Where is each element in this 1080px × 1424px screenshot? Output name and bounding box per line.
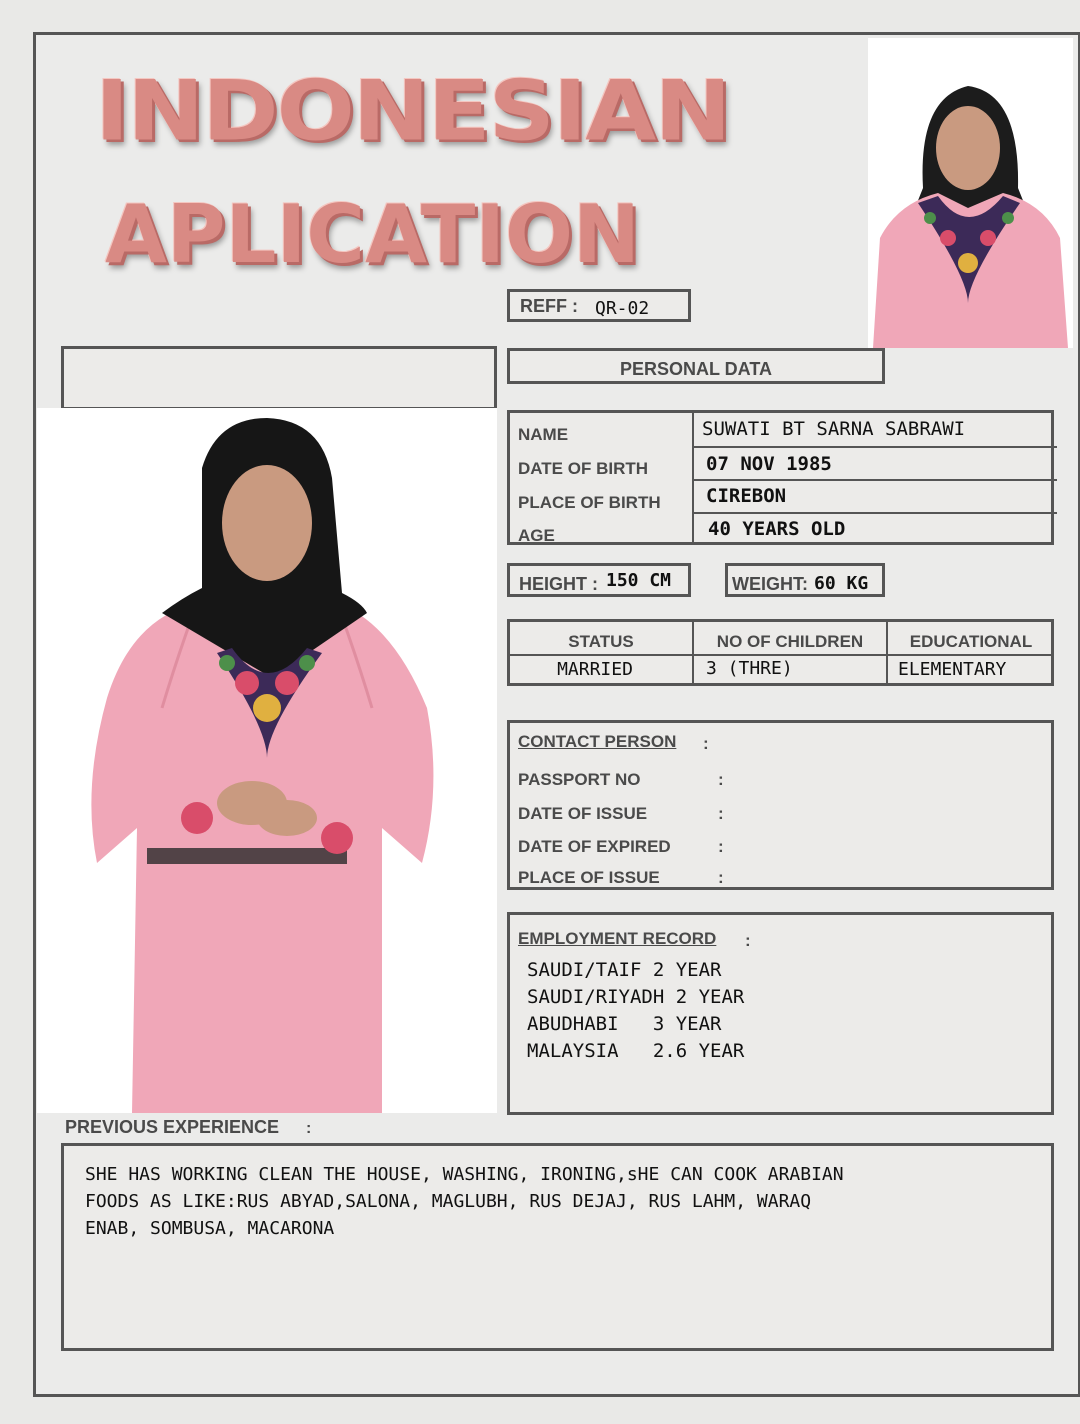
value-date-of-birth: 07 NOV 1985 — [706, 453, 832, 475]
ref-value: QR-02 — [595, 298, 650, 319]
portrait-full-illustration — [37, 408, 497, 1113]
previous-experience-colon: : — [306, 1120, 312, 1137]
ref-box — [507, 289, 691, 322]
employment-line: SAUDI/TAIF 2 YEAR — [527, 959, 722, 981]
label-age: AGE — [518, 526, 555, 545]
label-name: NAME — [518, 425, 569, 444]
previous-experience-title: PREVIOUS EXPERIENCE — [65, 1117, 280, 1137]
label-passport-no: PASSPORT NO — [518, 770, 641, 789]
contact-person-colon: : — [703, 734, 709, 753]
value-educational: ELEMENTARY — [898, 659, 1007, 680]
portrait-photo-full — [37, 408, 497, 1113]
value-age: 40 YEARS OLD — [708, 518, 846, 540]
value-no-of-children: 3 (THRE) — [706, 658, 793, 679]
ref-label: REFF : — [520, 296, 578, 316]
colon-date-of-expired: : — [718, 837, 724, 856]
colon-place-of-issue: : — [718, 868, 724, 887]
colon-date-of-issue: : — [718, 804, 724, 823]
label-date-of-expired: DATE OF EXPIRED — [518, 837, 671, 856]
header-no-of-children: NO OF CHILDREN — [716, 632, 864, 651]
personal-data-title-box — [507, 348, 885, 384]
value-status: MARRIED — [557, 659, 633, 680]
personal-data-title: PERSONAL DATA — [619, 359, 772, 379]
employment-record-box — [507, 912, 1054, 1115]
employment-line: ABUDHABI 3 YEAR — [527, 1013, 722, 1035]
personal-data-table — [507, 410, 1054, 545]
label-place-of-issue: PLACE OF ISSUE — [518, 868, 660, 887]
value-name: SUWATI BT SARNA SABRAWI — [702, 418, 966, 440]
height-label: HEIGHT : — [519, 574, 598, 594]
portrait-small-illustration — [868, 38, 1073, 348]
height-box — [507, 563, 691, 597]
contact-person-box — [507, 720, 1054, 890]
experience-line: FOODS AS LIKE:RUS ABYAD,SALONA, MAGLUBH, RUS DEJAJ, RUS LAHM, WARAQ — [85, 1191, 812, 1212]
contact-person-title: CONTACT PERSON — [518, 732, 677, 751]
label-date-of-issue: DATE OF ISSUE — [518, 804, 648, 823]
title-indonesian: INDONESIAN — [95, 62, 730, 160]
header-status: STATUS — [568, 632, 634, 651]
value-place-of-birth: CIREBON — [706, 485, 787, 507]
employment-record-colon: : — [745, 931, 751, 950]
employment-line: MALAYSIA 2.6 YEAR — [527, 1040, 745, 1062]
height-value: 150 CM — [606, 570, 672, 591]
previous-experience-box — [61, 1143, 1054, 1351]
weight-label: WEIGHT: — [732, 574, 808, 594]
label-date-of-birth: DATE OF BIRTH — [518, 459, 649, 478]
label-place-of-birth: PLACE OF BIRTH — [518, 493, 661, 512]
colon-passport-no: : — [718, 770, 724, 789]
employment-line: SAUDI/RIYADH 2 YEAR — [527, 986, 745, 1008]
status-table — [507, 619, 1054, 686]
weight-value: 60 KG — [814, 573, 869, 594]
employment-record-title: EMPLOYMENT RECORD — [518, 929, 717, 948]
title-application: APLICATION — [105, 188, 640, 281]
header-educational: EDUCATIONAL — [909, 632, 1033, 651]
experience-line: ENAB, SOMBUSA, MACARONA — [85, 1218, 335, 1239]
portrait-photo-small — [868, 38, 1073, 348]
left-header-box — [61, 346, 497, 410]
weight-box — [725, 563, 885, 597]
experience-line: SHE HAS WORKING CLEAN THE HOUSE, WASHING, IRONING,sHE CAN COOK ARABIAN — [85, 1164, 844, 1185]
